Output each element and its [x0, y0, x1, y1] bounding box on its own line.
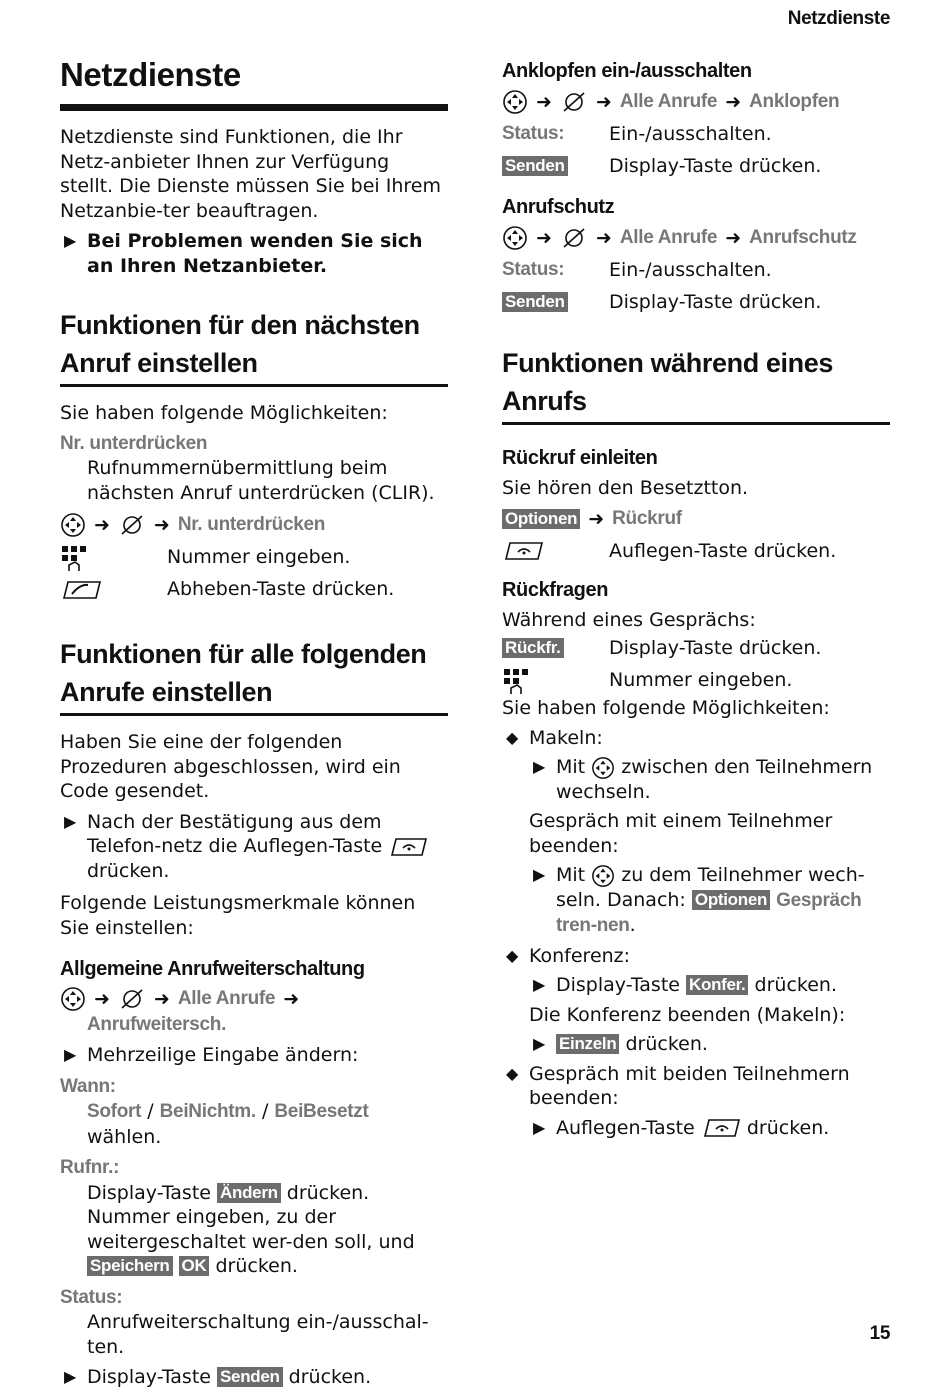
bullet-text: zwischen den Teilnehmern wechseln.: [556, 756, 873, 803]
arrow-icon: ➜: [94, 514, 110, 536]
section-text: Sie haben folgende Möglichkeiten:: [60, 402, 388, 424]
step-row: [60, 573, 448, 605]
bullet-text: Mit: [556, 864, 586, 886]
section-text: Haben Sie eine der folgenden Prozeduren abgeschlossen, wird ein Code gesendet.: [60, 731, 401, 802]
menu-item: Nr. unterdrücken: [177, 514, 326, 535]
bullet-text: Display-Taste: [556, 974, 680, 996]
section-title: [60, 306, 448, 387]
field-desc-text: Display-Taste: [87, 1181, 211, 1204]
step-row: [60, 541, 448, 573]
subsection-title: Allgemeine Anrufweiterschaltung: [60, 958, 365, 980]
bullet-text: Mehrzeilige Eingabe ändern:: [87, 1044, 359, 1066]
intro-bullet: [60, 229, 448, 278]
subsection-title: Rückfragen: [502, 578, 609, 601]
list-item: [502, 944, 890, 969]
arrow-icon: ➜: [153, 988, 170, 1010]
section-text: Gespräch mit einem Teilnehmer beenden:: [529, 810, 833, 857]
nav-key-icon: [502, 225, 528, 251]
field-desc-text: wählen.: [87, 1125, 162, 1148]
step-row: [502, 150, 890, 182]
bullet-arrow-icon: ▶: [64, 1045, 77, 1064]
field-desc-text: drücken. Nummer eingeben, zu der weitergeschaltet wer-den soll, und: [87, 1181, 415, 1253]
step-row: [502, 286, 890, 318]
step-text: Display-Taste drücken.: [609, 637, 822, 659]
nav-key-icon: [502, 89, 528, 115]
section-next-call: [60, 306, 448, 605]
section-title-line1: Funktionen für den nächsten: [60, 310, 420, 340]
nav-path: [502, 222, 890, 254]
section-text: Während eines Gesprächs:: [502, 608, 756, 631]
field-label: Status:: [502, 259, 565, 280]
nav-path: [60, 985, 448, 1013]
page-number: 15: [869, 1323, 890, 1344]
section-during-call: [502, 344, 890, 1140]
step-row: [502, 118, 890, 150]
step-text: Display-Taste drücken.: [609, 291, 822, 313]
arrow-icon: ➜: [153, 514, 170, 536]
arrow-icon: ➜: [94, 988, 110, 1010]
display-key: Rückfr.: [502, 638, 564, 658]
section-title: [60, 635, 448, 716]
step-text: Display-Taste drücken.: [609, 155, 822, 177]
display-key: Optionen: [692, 890, 770, 910]
arrow-icon: ➜: [595, 91, 612, 113]
arrow-icon: ➜: [536, 91, 552, 113]
field-desc: [60, 1099, 448, 1149]
intro-bullet-text: Bei Problemen wenden Sie sich an Ihren Netzanbieter.: [87, 230, 423, 277]
list-item: [60, 810, 448, 884]
bullet-text: Display-Taste: [87, 1366, 211, 1388]
section-text: Sie haben folgende Möglichkeiten:: [502, 697, 830, 719]
menu-item: Rückruf: [612, 507, 682, 529]
section-title-line1: Funktionen während eines: [502, 348, 833, 378]
section-text: Sie hören den Besetztton.: [502, 477, 749, 499]
separator: /: [261, 1100, 269, 1122]
bullet-text: Gespräch mit beiden Teilnehmern beenden:: [529, 1062, 850, 1109]
display-key: Ändern: [217, 1183, 281, 1203]
arrow-icon: ➜: [725, 91, 742, 113]
section-title-line1: Funktionen für alle folgenden: [60, 639, 427, 669]
nav-key-icon: [60, 986, 86, 1012]
bullet-arrow-icon: ▶: [533, 865, 546, 884]
subsection-title: Anrufschutz: [502, 196, 615, 218]
list-item: [529, 863, 890, 939]
step-row: [502, 632, 890, 664]
section-title: [502, 344, 890, 425]
field-desc-text: drücken.: [215, 1255, 298, 1277]
option-desc: Rufnummernübermittlung beim nächsten Anruf unterdrücken (CLIR).: [87, 457, 435, 504]
bullet-arrow-icon: ▶: [533, 975, 546, 994]
step-text: Nummer eingeben.: [167, 546, 351, 568]
step-row: [502, 535, 890, 567]
section-title-line2: Anrufe einstellen: [60, 677, 273, 707]
bullet-text: Auflegen-Taste: [556, 1116, 695, 1139]
list-item: [529, 1032, 890, 1057]
end-call-key-icon: [388, 836, 428, 858]
field-desc: Anrufweiterschaltung ein-/ausschal-ten.: [87, 1311, 429, 1358]
menu-item: Anklopfen: [749, 91, 840, 112]
list-item: [529, 1116, 890, 1141]
bullet-arrow-icon: ▶: [533, 1034, 546, 1053]
section-title-line2: Anruf einstellen: [60, 348, 258, 378]
service-menu-icon: [560, 91, 588, 113]
bullet-text: drücken.: [625, 1033, 708, 1055]
display-key: Optionen: [502, 509, 580, 529]
service-menu-icon: [118, 988, 146, 1010]
option-label: Nr. unterdrücken: [60, 432, 208, 454]
keypad-icon: [502, 664, 609, 696]
display-key: Senden: [217, 1367, 283, 1387]
left-column: [60, 56, 448, 1390]
display-key: Konfer.: [686, 975, 748, 995]
bullet-text: Makeln:: [529, 726, 603, 749]
talk-key-icon: [60, 573, 167, 605]
display-key: Einzeln: [556, 1034, 619, 1054]
section-all-calls: [60, 635, 448, 1390]
display-key: Senden: [502, 156, 568, 176]
bullet-text: Mit: [556, 756, 586, 778]
arrow-icon: ➜: [536, 227, 552, 249]
display-key: Senden: [502, 292, 568, 312]
arrow-icon: ➜: [588, 507, 605, 530]
bullet-arrow-icon: ▶: [64, 231, 77, 250]
menu-item: Anrufschutz: [749, 227, 857, 248]
arrow-icon: ➜: [595, 227, 612, 249]
service-menu-icon: [118, 514, 146, 536]
display-key: Speichern: [87, 1256, 173, 1276]
menu-item: Alle Anrufe: [619, 227, 718, 248]
option-value: Sofort: [87, 1101, 142, 1122]
field-label: Rufnr.:: [60, 1157, 120, 1178]
nav-key-icon: [591, 756, 615, 780]
option-value: BeiBesetzt: [274, 1101, 369, 1122]
bullet-diamond-icon: ◆: [506, 727, 519, 747]
nav-path: [502, 503, 890, 535]
bullet-text: .: [629, 914, 636, 936]
subsection-title: Anklopfen ein-/ausschalten: [502, 60, 752, 82]
step-text: Ein-/ausschalten.: [609, 259, 772, 281]
subsection-title: Rückruf einleiten: [502, 447, 658, 469]
field-label: Status:: [502, 123, 565, 144]
nav-key-icon: [591, 864, 615, 888]
field-desc: [60, 1181, 448, 1279]
menu-item: Gespräch tren-nen: [556, 889, 862, 936]
section-text: Folgende Leistungsmerkmale können Sie einstellen:: [60, 892, 416, 939]
end-call-key-icon: [701, 1117, 741, 1139]
step-text: Nummer eingeben.: [609, 669, 793, 691]
bullet-arrow-icon: ▶: [64, 1367, 77, 1386]
step-text: Ein-/ausschalten.: [609, 123, 772, 145]
step-text: Abheben-Taste drücken.: [167, 578, 395, 600]
arrow-icon: ➜: [725, 227, 742, 249]
page-title: Netzdienste: [60, 56, 448, 111]
bullet-arrow-icon: ▶: [64, 811, 77, 831]
bullet-text: Nach der Bestätigung aus dem Telefon-netz die Auflegen-Taste: [87, 810, 383, 857]
menu-item: Anrufweitersch.: [87, 1014, 227, 1035]
arrow-icon: ➜: [283, 988, 300, 1010]
option-value: BeiNichtm.: [159, 1101, 256, 1122]
separator: /: [147, 1100, 154, 1122]
bullet-diamond-icon: ◆: [506, 1063, 519, 1083]
display-key: OK: [179, 1256, 210, 1276]
field-label: Wann:: [60, 1075, 116, 1097]
list-item: [529, 755, 890, 804]
bullet-text: drücken.: [288, 1366, 372, 1388]
nav-path: [502, 86, 890, 118]
bullet-text: drücken.: [746, 1116, 830, 1139]
right-column: [502, 60, 890, 1140]
end-call-key-icon: [502, 535, 609, 567]
intro-text: Netzdienste sind Funktionen, die Ihr Netz-anbieter Ihnen zur Verfügung stellt. Die Dienste müssen Sie bei Ihrem Netzanbie-ter beauftragen.: [60, 126, 441, 222]
list-item: [502, 726, 890, 751]
step-text: Auflegen-Taste drücken.: [609, 539, 837, 562]
bullet-text: drücken.: [754, 974, 837, 996]
nav-path: [60, 509, 448, 541]
list-item: [60, 1043, 448, 1068]
keypad-icon: [60, 541, 167, 573]
list-item: [502, 1062, 890, 1111]
section-title-line2: Anrufs: [502, 386, 587, 416]
bullet-diamond-icon: ◆: [506, 945, 519, 965]
service-menu-icon: [560, 227, 588, 249]
section-text: Die Konferenz beenden (Makeln):: [529, 1003, 846, 1026]
bullet-arrow-icon: ▶: [533, 757, 546, 776]
menu-item: Alle Anrufe: [619, 91, 718, 112]
nav-key-icon: [60, 512, 86, 538]
step-row: [502, 254, 890, 286]
bullet-text: drücken.: [87, 859, 170, 882]
running-header: Netzdienste: [787, 8, 890, 29]
list-item: [60, 1365, 448, 1390]
step-row: [502, 664, 890, 696]
field-label: Status:: [60, 1286, 123, 1308]
bullet-text: Konferenz:: [529, 944, 631, 967]
menu-item: Alle Anrufe: [177, 988, 276, 1009]
list-item: [529, 973, 890, 998]
bullet-text: zu dem Teilnehmer wech-seln. Danach:: [556, 864, 865, 911]
bullet-arrow-icon: ▶: [533, 1117, 546, 1137]
